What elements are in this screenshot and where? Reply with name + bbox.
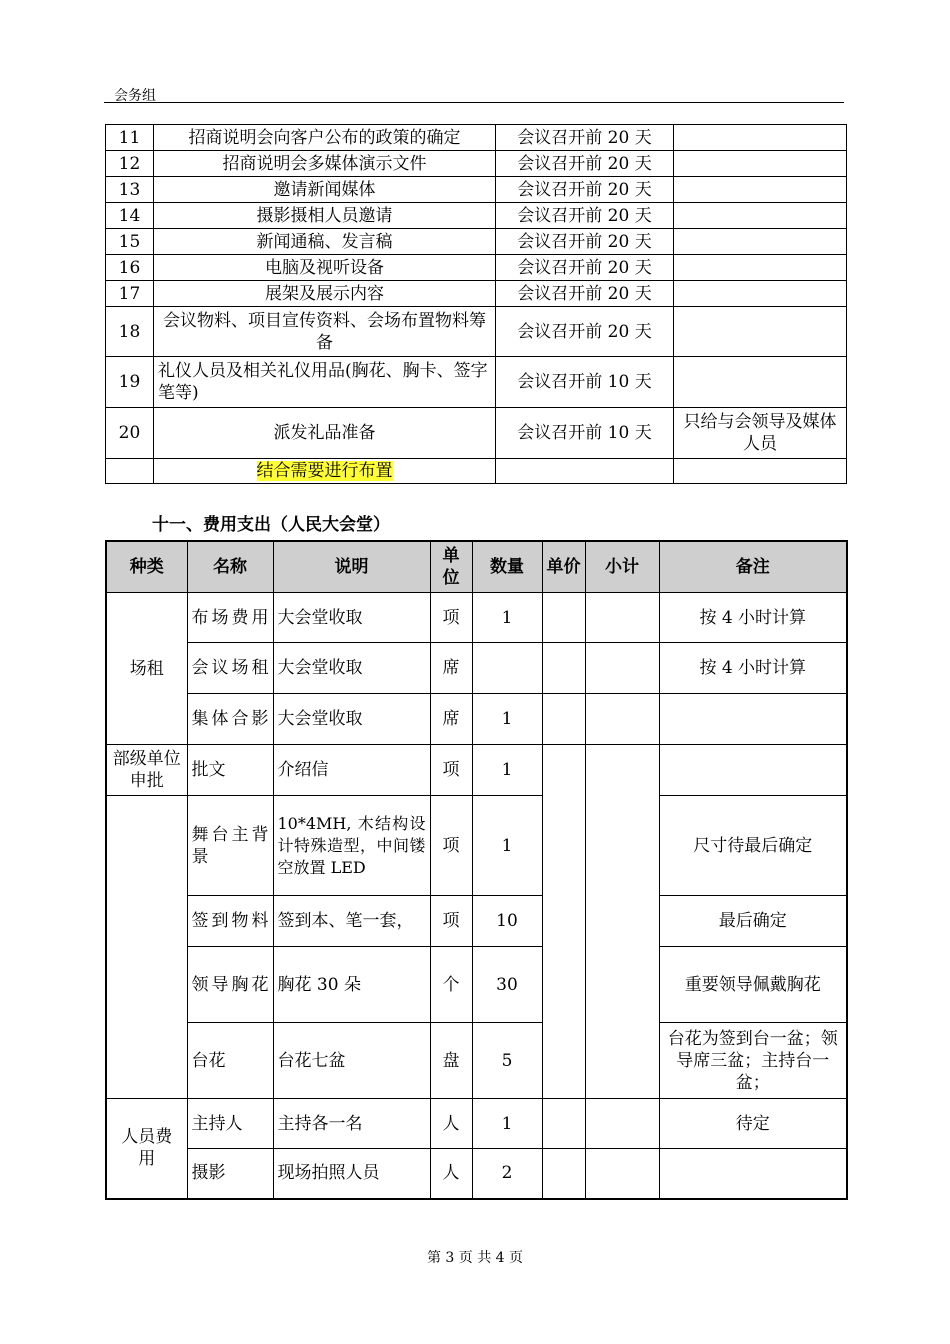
item-remark: 待定 (659, 1099, 847, 1149)
table-row (106, 307, 847, 357)
table-row (106, 1149, 847, 1199)
item-name: 签到物料 (187, 896, 273, 947)
item-description: 10*4MH, 木结构设计特殊造型，中间镂空放置 LED (273, 796, 430, 896)
task-cell (154, 459, 496, 484)
category-cell: 部级单位申批 (106, 745, 187, 796)
table-row (106, 151, 847, 177)
row-number: 15 (106, 229, 154, 255)
table-row (106, 125, 847, 151)
item-price (542, 643, 585, 694)
item-subtotal (585, 593, 659, 643)
note-cell (674, 177, 847, 203)
row-number: 12 (106, 151, 154, 177)
item-name: 领导胸花 (187, 947, 273, 1023)
item-unit: 项 (430, 796, 472, 896)
category-cell: 场租 (106, 593, 187, 745)
item-description: 介绍信 (273, 745, 430, 796)
item-name: 会议场租 (187, 643, 273, 694)
note-cell (674, 459, 847, 484)
row-number: 14 (106, 203, 154, 229)
time-cell: 会议召开前 20 天 (496, 151, 674, 177)
table-row (106, 177, 847, 203)
item-price (542, 694, 585, 745)
item-subtotal (585, 643, 659, 694)
table-header-row (106, 541, 847, 593)
item-remark (659, 745, 847, 796)
item-description: 胸花 30 朵 (273, 947, 430, 1023)
item-quantity: 1 (472, 745, 542, 796)
item-description: 大会堂收取 (273, 643, 430, 694)
item-name: 主持人 (187, 1099, 273, 1149)
item-price (542, 593, 585, 643)
item-subtotal (585, 745, 659, 1099)
task-cell: 礼仪人员及相关礼仪用品(胸花、胸卡、签字笔等) (154, 357, 496, 408)
section-title: 十一、费用支出（人民大会堂） (152, 515, 390, 535)
item-subtotal (585, 694, 659, 745)
item-remark: 按 4 小时计算 (659, 643, 847, 694)
note-cell: 只给与会领导及媒体人员 (674, 408, 847, 459)
header-description: 说明 (273, 541, 430, 593)
table-row (106, 896, 847, 947)
item-unit: 项 (430, 896, 472, 947)
item-unit: 盘 (430, 1023, 472, 1099)
note-cell (674, 125, 847, 151)
item-price (542, 1149, 585, 1199)
row-number: 11 (106, 125, 154, 151)
task-cell: 招商说明会多媒体演示文件 (154, 151, 496, 177)
highlighted-text: 结合需要进行布置 (256, 461, 393, 481)
item-subtotal (585, 1099, 659, 1149)
table-row (106, 229, 847, 255)
time-cell: 会议召开前 10 天 (496, 408, 674, 459)
table-row (106, 203, 847, 229)
task-cell: 新闻通稿、发言稿 (154, 229, 496, 255)
item-description: 台花七盆 (273, 1023, 430, 1099)
item-quantity: 1 (472, 1099, 542, 1149)
table-row (106, 357, 847, 408)
row-number (106, 459, 154, 484)
item-quantity: 10 (472, 896, 542, 947)
note-cell (674, 281, 847, 307)
header-category: 种类 (106, 541, 187, 593)
task-cell: 派发礼品准备 (154, 408, 496, 459)
item-name: 台花 (187, 1023, 273, 1099)
time-cell: 会议召开前 20 天 (496, 281, 674, 307)
table-row (106, 1099, 847, 1149)
table-row (106, 408, 847, 459)
item-unit: 项 (430, 745, 472, 796)
item-unit: 项 (430, 593, 472, 643)
table-row (106, 947, 847, 1023)
item-remark (659, 1149, 847, 1199)
item-remark: 台花为签到台一盆；领导席三盆；主持台一盆； (659, 1023, 847, 1099)
table-row (106, 1023, 847, 1099)
task-cell: 会议物料、项目宣传资料、会场布置物料筹备 (154, 307, 496, 357)
header-divider (104, 102, 844, 103)
table-row (106, 694, 847, 745)
item-remark: 重要领导佩戴胸花 (659, 947, 847, 1023)
header-remark: 备注 (659, 541, 847, 593)
item-quantity (472, 643, 542, 694)
row-number: 13 (106, 177, 154, 203)
page-footer: 第 3 页 共 4 页 (426, 1250, 524, 1266)
note-cell (674, 357, 847, 408)
time-cell: 会议召开前 20 天 (496, 203, 674, 229)
item-description: 现场拍照人员 (273, 1149, 430, 1199)
header-price: 单价 (542, 541, 585, 593)
task-cell: 摄影摄相人员邀请 (154, 203, 496, 229)
item-quantity: 5 (472, 1023, 542, 1099)
item-price (542, 1099, 585, 1149)
header-title: 会务组 (114, 88, 156, 104)
time-cell: 会议召开前 20 天 (496, 307, 674, 357)
table-row (106, 643, 847, 694)
item-quantity: 1 (472, 593, 542, 643)
item-quantity: 1 (472, 796, 542, 896)
table-row (106, 255, 847, 281)
item-remark (659, 694, 847, 745)
item-quantity: 2 (472, 1149, 542, 1199)
item-description: 签到本、笔一套， (273, 896, 430, 947)
header-unit: 单位 (430, 541, 472, 593)
item-name: 布场费用 (187, 593, 273, 643)
task-cell: 展架及展示内容 (154, 281, 496, 307)
item-unit: 席 (430, 643, 472, 694)
note-cell (674, 151, 847, 177)
task-cell: 招商说明会向客户公布的政策的确定 (154, 125, 496, 151)
item-description: 大会堂收取 (273, 593, 430, 643)
time-cell: 会议召开前 20 天 (496, 177, 674, 203)
item-remark: 按 4 小时计算 (659, 593, 847, 643)
item-remark: 最后确定 (659, 896, 847, 947)
task-cell: 电脑及视听设备 (154, 255, 496, 281)
category-cell-empty (106, 796, 187, 1099)
item-quantity: 30 (472, 947, 542, 1023)
time-cell: 会议召开前 20 天 (496, 125, 674, 151)
time-cell: 会议召开前 20 天 (496, 255, 674, 281)
row-number: 19 (106, 357, 154, 408)
table-row (106, 745, 847, 796)
note-cell (674, 255, 847, 281)
item-unit: 个 (430, 947, 472, 1023)
header-name: 名称 (187, 541, 273, 593)
item-unit: 人 (430, 1099, 472, 1149)
time-cell: 会议召开前 10 天 (496, 357, 674, 408)
expense-table (105, 540, 848, 1200)
item-unit: 席 (430, 694, 472, 745)
schedule-table (105, 124, 847, 484)
table-row (106, 459, 847, 484)
item-subtotal (585, 1149, 659, 1199)
item-description: 主持各一名 (273, 1099, 430, 1149)
header-quantity: 数量 (472, 541, 542, 593)
item-price (542, 745, 585, 1099)
item-quantity: 1 (472, 694, 542, 745)
table-row (106, 796, 847, 896)
row-number: 18 (106, 307, 154, 357)
row-number: 20 (106, 408, 154, 459)
item-name: 批文 (187, 745, 273, 796)
note-cell (674, 229, 847, 255)
item-name: 舞台主背景 (187, 796, 273, 896)
table-row (106, 281, 847, 307)
header-subtotal: 小计 (585, 541, 659, 593)
row-number: 16 (106, 255, 154, 281)
time-cell: 会议召开前 20 天 (496, 229, 674, 255)
item-unit: 人 (430, 1149, 472, 1199)
task-cell: 邀请新闻媒体 (154, 177, 496, 203)
item-name: 集体合影 (187, 694, 273, 745)
item-description: 大会堂收取 (273, 694, 430, 745)
note-cell (674, 307, 847, 357)
row-number: 17 (106, 281, 154, 307)
time-cell (496, 459, 674, 484)
category-cell: 人员费用 (106, 1099, 187, 1199)
item-name: 摄影 (187, 1149, 273, 1199)
item-remark: 尺寸待最后确定 (659, 796, 847, 896)
table-row (106, 593, 847, 643)
note-cell (674, 203, 847, 229)
